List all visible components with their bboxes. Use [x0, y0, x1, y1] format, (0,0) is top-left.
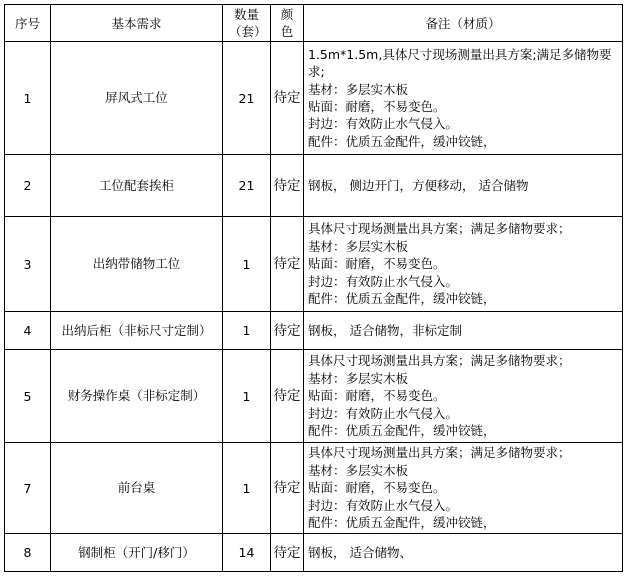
cell-no: 1	[5, 42, 51, 155]
cell-remark	[304, 312, 623, 350]
table-row	[5, 443, 623, 534]
remark-line: 封边：有效防止水气侵入。	[308, 497, 459, 513]
cell-color: 待定	[271, 312, 304, 350]
table-row	[5, 42, 623, 155]
cell-color: 待定	[271, 217, 304, 312]
remark-line: 具体尺寸现场测量出具方案；满足多储物要求；	[308, 445, 571, 461]
remark-line: 配件：优质五金配件，缓冲铰链，	[308, 515, 496, 531]
cell-qty: 21	[223, 42, 271, 155]
cell-requirement: 屏风式工位	[51, 42, 223, 155]
cell-requirement: 出纳带储物工位	[51, 217, 223, 312]
remark-line: 基材：多层实木板	[308, 81, 409, 97]
cell-requirement: 财务操作桌（非标定制）	[51, 350, 223, 443]
cell-color: 待定	[271, 155, 304, 217]
header-qty: 数量（套）	[223, 5, 271, 42]
cell-qty: 1	[223, 217, 271, 312]
remark-line: 钢板， 适合储物，非标定制	[308, 322, 462, 338]
cell-remark	[304, 443, 623, 534]
table-row	[5, 312, 623, 350]
remark-line: 钢板， 适合储物、	[308, 544, 412, 560]
remark-line: 贴面：耐磨，不易变色。	[308, 388, 446, 404]
cell-color: 待定	[271, 443, 304, 534]
cell-qty: 1	[223, 443, 271, 534]
cell-requirement: 钢制柜（开门/移门）	[51, 534, 223, 572]
cell-remark	[304, 534, 623, 572]
cell-requirement: 出纳后柜（非标尺寸定制）	[51, 312, 223, 350]
cell-color: 待定	[271, 350, 304, 443]
header-row	[5, 5, 623, 42]
cell-requirement: 前台桌	[51, 443, 223, 534]
cell-qty: 1	[223, 350, 271, 443]
cell-remark	[304, 350, 623, 443]
table-row	[5, 217, 623, 312]
header-color: 颜色	[271, 5, 304, 42]
cell-no: 7	[5, 443, 51, 534]
cell-no: 3	[5, 217, 51, 312]
cell-requirement: 工位配套挨柜	[51, 155, 223, 217]
cell-color: 待定	[271, 42, 304, 155]
remark-line: 具体尺寸现场测量出具方案；满足多储物要求；	[308, 221, 571, 237]
cell-color: 待定	[271, 534, 304, 572]
header-no: 序号	[5, 5, 51, 42]
remark-line: 贴面：耐磨，不易变色。	[308, 480, 446, 496]
cell-no: 2	[5, 155, 51, 217]
remark-line: 贴面：耐磨，不易变色。	[308, 256, 446, 272]
requirements-table	[4, 4, 623, 572]
remark-line: 1.5m*1.5m,具体尺寸现场测量出具方案;满足多储物要求;	[308, 46, 612, 80]
remark-line: 配件：优质五金配件，缓冲铰链，	[308, 291, 496, 307]
remark-line: 配件：优质五金配件，缓冲铰链，	[308, 423, 496, 439]
remark-line: 基材：多层实木板	[308, 370, 409, 386]
remark-line: 配件：优质五金配件，缓冲铰链，	[308, 133, 496, 149]
header-remark: 备注（材质）	[304, 5, 623, 42]
cell-remark	[304, 42, 623, 155]
cell-qty: 21	[223, 155, 271, 217]
remark-line: 封边：有效防止水气侵入。	[308, 273, 459, 289]
remark-line: 具体尺寸现场测量出具方案；满足多储物要求；	[308, 353, 571, 369]
cell-qty: 14	[223, 534, 271, 572]
remark-line: 封边：有效防止水气侵入。	[308, 116, 459, 132]
cell-remark	[304, 155, 623, 217]
cell-qty: 1	[223, 312, 271, 350]
header-requirement: 基本需求	[51, 5, 223, 42]
cell-no: 4	[5, 312, 51, 350]
remark-line: 钢板， 侧边开门，方便移动， 适合储物	[308, 177, 529, 193]
table-row	[5, 155, 623, 217]
table-row	[5, 534, 623, 572]
cell-no: 5	[5, 350, 51, 443]
remark-line: 贴面：耐磨，不易变色。	[308, 99, 446, 114]
cell-remark	[304, 217, 623, 312]
remark-line: 基材：多层实木板	[308, 238, 409, 254]
remark-line: 封边：有效防止水气侵入。	[308, 405, 459, 421]
cell-no: 8	[5, 534, 51, 572]
remark-line: 基材：多层实木板	[308, 462, 409, 478]
table-row	[5, 350, 623, 443]
